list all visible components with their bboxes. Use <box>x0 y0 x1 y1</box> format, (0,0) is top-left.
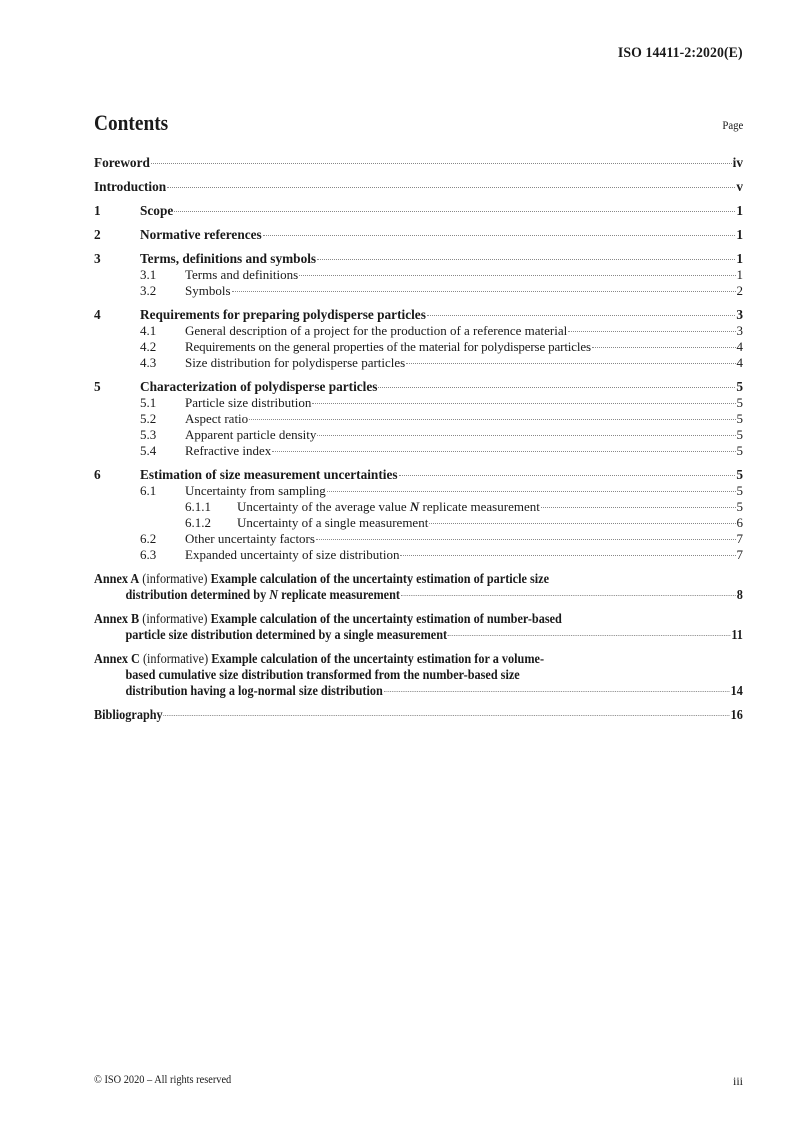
dot-leader <box>568 331 735 332</box>
dot-leader <box>429 523 735 524</box>
toc-entry-title: Refractive index <box>185 443 272 458</box>
toc-entry-page: 1 <box>736 267 743 282</box>
document-id: ISO 14411-2:2020(E) <box>618 45 743 61</box>
annex-informative: (informative) <box>142 611 208 626</box>
toc-entry-page: 14 <box>730 683 743 698</box>
toc-entry-title: Terms, definitions and symbols <box>140 251 317 266</box>
toc-entry-number: 6 <box>94 467 101 482</box>
toc-entry-page: 4 <box>736 355 743 370</box>
toc-entry-page: 5 <box>736 411 743 426</box>
annex-title-line: distribution having a log-normal size distribution <box>125 683 383 698</box>
toc-entry-title: Normative references <box>140 227 262 242</box>
page-title: Contents <box>94 110 169 135</box>
dot-leader <box>541 507 736 508</box>
toc-entry-number: 3 <box>94 251 101 266</box>
annex-label: Annex B <box>94 611 140 626</box>
toc-entry-foreword[interactable] <box>94 155 743 171</box>
toc-entry-title: Introduction <box>94 179 167 194</box>
toc-entry-apparent-particle-density[interactable] <box>94 427 743 443</box>
toc-entry-title: Aspect ratio <box>185 411 249 426</box>
dot-leader <box>327 491 736 492</box>
toc-entry-title: Estimation of size measurement uncertainties <box>140 467 398 482</box>
toc-entry-page: v <box>736 179 743 194</box>
toc-entry-number: 4 <box>94 307 101 322</box>
toc-entry-page: 7 <box>736 547 743 562</box>
dot-leader <box>317 435 735 436</box>
toc-entry-page: 4 <box>736 339 743 354</box>
toc-entry-annex-a[interactable] <box>94 571 743 603</box>
variable-n: N <box>269 587 279 602</box>
toc-entry-title: Bibliography <box>94 707 163 722</box>
toc-entry-number: 3.2 <box>140 283 157 298</box>
toc-entry-annex-c[interactable] <box>94 651 743 699</box>
dot-leader <box>249 419 735 420</box>
dot-leader <box>164 715 730 716</box>
annex-label: Annex A <box>94 571 140 586</box>
dot-leader <box>151 163 732 164</box>
toc-entry-page: 5 <box>736 499 743 514</box>
toc-entry-page: iv <box>732 155 743 170</box>
toc-entry-page: 1 <box>736 251 743 266</box>
toc-entry-title: Symbols <box>185 283 231 298</box>
toc-entry-symbols[interactable] <box>94 283 743 299</box>
toc-entry-normative-references[interactable] <box>94 227 743 243</box>
dot-leader <box>317 259 735 260</box>
toc-entry-title: Other uncertainty factors <box>185 531 315 546</box>
toc-entry-number: 6.1 <box>140 483 157 498</box>
toc-entry-general-properties[interactable] <box>94 339 743 355</box>
toc-entry-expanded-uncertainty[interactable] <box>94 547 743 563</box>
title-part: distribution determined by <box>125 587 270 602</box>
toc-entry-title: Expanded uncertainty of size distribution <box>185 547 400 562</box>
toc-entry-number: 6.2 <box>140 531 157 546</box>
toc-entry-terms-and-definitions[interactable] <box>94 267 743 283</box>
toc-entry-page: 3 <box>736 323 743 338</box>
dot-leader <box>299 275 735 276</box>
annex-title-line: Example calculation of the uncertainty estimation of number-based <box>210 611 562 626</box>
toc-entry-number: 1 <box>94 203 101 218</box>
toc-entry-refractive-index[interactable] <box>94 443 743 459</box>
toc-entry-size-distribution[interactable] <box>94 355 743 371</box>
title-part: replicate measurement <box>419 499 540 514</box>
toc-entry-general-description[interactable] <box>94 323 743 339</box>
annex-title-line <box>126 587 400 603</box>
toc-entry-page: 5 <box>736 379 743 394</box>
dot-leader <box>272 451 735 452</box>
toc-entry-page: 2 <box>736 283 743 298</box>
toc-entry-estimation-uncertainties[interactable] <box>94 467 743 483</box>
annex-informative: (informative) <box>142 571 208 586</box>
toc-entry-page: 5 <box>736 427 743 442</box>
dot-leader <box>263 235 736 236</box>
toc-entry-particle-size-distribution[interactable] <box>94 395 743 411</box>
toc-entry-annex-b[interactable] <box>94 611 743 643</box>
toc-entry-title: Size distribution for polydisperse particles <box>185 355 406 370</box>
toc-entry-title: Requirements on the general properties of the material for polydisperse particles <box>185 339 591 354</box>
toc-entry-introduction[interactable] <box>94 179 743 195</box>
toc-entry-page: 11 <box>731 627 743 642</box>
toc-entry-page: 6 <box>736 515 743 530</box>
dot-leader <box>427 315 735 316</box>
toc-entry-title: Apparent particle density <box>185 427 317 442</box>
toc-entry-number: 5.3 <box>140 427 157 442</box>
toc-entry-number: 3.1 <box>140 267 157 282</box>
toc-entry-number: 5 <box>94 379 101 394</box>
annex-informative: (informative) <box>142 651 209 666</box>
toc-entry-title <box>237 499 540 515</box>
toc-entry-number: 4.1 <box>140 323 157 338</box>
title-part: Uncertainty of the average value <box>237 499 410 514</box>
dot-leader <box>174 211 735 212</box>
toc-entry-page: 3 <box>736 307 743 322</box>
toc-entry-uncertainty-average[interactable] <box>94 499 743 515</box>
toc-entry-page: 5 <box>736 395 743 410</box>
toc-entry-page: 16 <box>730 707 743 722</box>
dot-leader <box>406 363 735 364</box>
toc-entry-page: 5 <box>736 483 743 498</box>
dot-leader <box>384 691 730 692</box>
toc-entry-bibliography[interactable] <box>94 707 743 723</box>
toc-entry-title: Uncertainty of a single measurement <box>237 515 429 530</box>
toc-entry-characterization[interactable] <box>94 379 743 395</box>
toc-entry-number: 6.3 <box>140 547 157 562</box>
toc-entry-requirements[interactable] <box>94 307 743 323</box>
toc-entry-number: 6.1.1 <box>185 499 211 514</box>
toc-entry-title: Foreword <box>94 155 150 170</box>
toc-entry-number: 5.4 <box>140 443 157 458</box>
toc-entry-title: General description of a project for the production of a reference material <box>185 323 568 338</box>
toc-entry-title: Scope <box>140 203 174 218</box>
toc-entry-page: 8 <box>736 587 743 602</box>
annex-title-line: based cumulative size distribution transformed from the number-based size <box>125 667 520 682</box>
dot-leader <box>316 539 736 540</box>
toc-entry-title: Terms and definitions <box>185 267 299 282</box>
annex-title-line: Example calculation of the uncertainty estimation of particle size <box>210 571 550 586</box>
toc-entry-title: Requirements for preparing polydisperse particles <box>140 307 426 322</box>
annex-title-line: Example calculation of the uncertainty estimation for a volume- <box>211 651 545 666</box>
dot-leader <box>448 635 730 636</box>
title-part: replicate measurement <box>278 587 400 602</box>
toc-entry-title: Characterization of polydisperse particles <box>140 379 378 394</box>
page-column-label: Page <box>722 118 743 132</box>
dot-leader <box>167 187 735 188</box>
dot-leader <box>378 387 735 388</box>
toc-entry-terms-definitions-symbols[interactable] <box>94 251 743 267</box>
toc-entry-uncertainty-single[interactable] <box>94 515 743 531</box>
toc-entry-page: 5 <box>736 467 743 482</box>
dot-leader <box>592 347 736 348</box>
toc-entry-scope[interactable] <box>94 203 743 219</box>
toc-entry-title: Uncertainty from sampling <box>185 483 326 498</box>
dot-leader <box>312 403 735 404</box>
toc-entry-page: 7 <box>736 531 743 546</box>
toc-entry-number: 6.1.2 <box>185 515 211 530</box>
toc-entry-number: 5.2 <box>140 411 157 426</box>
variable-n: N <box>409 499 420 514</box>
toc-entry-number: 4.3 <box>140 355 157 370</box>
annex-title-line: particle size distribution determined by a single measurement <box>125 627 448 642</box>
dot-leader <box>401 595 736 596</box>
annex-label: Annex C <box>94 651 140 666</box>
toc-entry-page: 1 <box>736 227 743 242</box>
toc-entry-uncertainty-sampling[interactable] <box>94 483 743 499</box>
page-number: iii <box>732 1074 743 1088</box>
dot-leader <box>232 291 736 292</box>
toc-entry-number: 2 <box>94 227 101 242</box>
toc-entry-number: 5.1 <box>140 395 157 410</box>
dot-leader <box>400 555 735 556</box>
dot-leader <box>399 475 736 476</box>
toc-entry-number: 4.2 <box>140 339 157 354</box>
copyright-notice: © ISO 2020 – All rights reserved <box>94 1074 232 1086</box>
toc-entry-aspect-ratio[interactable] <box>94 411 743 427</box>
toc-entry-title: Particle size distribution <box>185 395 312 410</box>
toc-entry-page: 5 <box>736 443 743 458</box>
toc-entry-other-uncertainty[interactable] <box>94 531 743 547</box>
toc-entry-page: 1 <box>736 203 743 218</box>
